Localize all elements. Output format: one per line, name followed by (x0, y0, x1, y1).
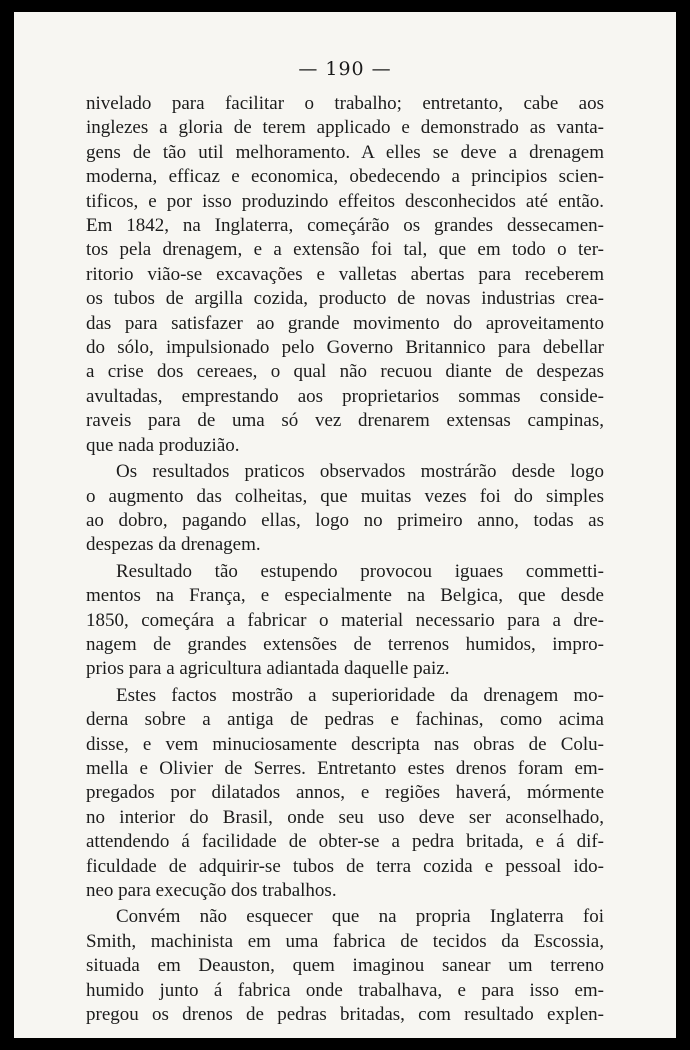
text-line: attendendo á facilidade de obter-se a pedra britada, e á dif- (86, 831, 604, 853)
text-line: no interior do Brasil, onde seu uso deve ser aconselhado, (86, 806, 604, 828)
text-line: gens de tão util melhoramento. A elles se deve a drenagem (86, 141, 604, 163)
text-line: derna sobre a antiga de pedras e fachinas, como acima (86, 709, 604, 731)
text-line: Convém não esquecer que na propria Inglaterra foi (116, 906, 604, 928)
paragraph-1 (86, 92, 604, 458)
text-line: ficuldade de adquirir-se tubos de terra cozida e pessoal ido- (86, 855, 604, 877)
text-line: tificos, e por isso produzindo effeitos desconhecidos até então. (86, 190, 604, 212)
text-line: a crise dos cereaes, o qual não recuou diante de despezas (86, 361, 604, 383)
page-number: — 190 — (298, 58, 392, 80)
body-text (86, 92, 604, 1027)
text-line: Em 1842, na Inglaterra, começárão os grandes dessecamen- (86, 215, 604, 237)
text-line: neo para execução dos trabalhos. (86, 880, 337, 901)
text-line: do sólo, impulsionado pelo Governo Britannico para debellar (86, 337, 604, 359)
text-line: raveis para de uma só vez drenarem extensas campinas, (86, 410, 604, 432)
text-line: os tubos de argilla cozida, producto de novas industrias crea- (86, 288, 604, 310)
document-page (14, 12, 676, 1038)
paragraph-2 (86, 460, 604, 558)
text-line: pregou os drenos de pedras britadas, com resultado explen- (86, 1004, 604, 1026)
text-line: moderna, efficaz e economica, obedecendo a principios scien- (86, 166, 604, 188)
text-line: prios para a agricultura adiantada daquelle paiz. (86, 658, 450, 680)
text-line: nagem de grandes extensões de terrenos humidos, impro- (86, 633, 604, 655)
text-line: das para satisfazer ao grande movimento do aproveitamento (86, 312, 604, 334)
text-line: disse, e vem minuciosamente descripta nas obras de Colu- (86, 733, 604, 755)
paragraph-4 (86, 684, 604, 904)
text-line: Smith, machinista em uma fabrica de tecidos da Escossia, (86, 930, 604, 952)
text-line: inglezes a gloria de terem applicado e demonstrado as vanta- (86, 117, 604, 139)
text-line: situada em Deauston, quem imaginou sanear um terreno (86, 955, 604, 977)
text-line: 1850, começára a fabricar o material necessario para a dre- (86, 609, 604, 631)
text-line: Resultado tão estupendo provocou iguaes commetti- (116, 560, 604, 582)
text-line: que nada produzião. (86, 434, 240, 456)
text-line: o augmento das colheitas, que muitas vezes foi do simples (86, 485, 604, 507)
paragraph-3 (86, 560, 604, 682)
text-line: nivelado para facilitar o trabalho; entretanto, cabe aos (86, 93, 604, 114)
text-line: mentos na França, e especialmente na Belgica, que desde (86, 585, 604, 607)
text-line: ao dobro, pagando ellas, logo no primeiro anno, todas as (86, 509, 604, 531)
text-line: pregados por dilatados annos, e regiões haverá, mórmente (86, 782, 604, 804)
text-line: tos pela drenagem, e a extensão foi tal, que em todo o ter- (86, 239, 604, 261)
paragraph-5 (86, 905, 604, 1027)
text-line: humido junto á fabrica onde trabalhava, e para isso em- (86, 979, 604, 1001)
text-line: mella e Olivier de Serres. Entretanto estes drenos foram em- (86, 757, 604, 779)
text-line: despezas da drenagem. (86, 534, 261, 556)
text-line: ritorio vião-se excavações e valletas abertas para receberem (86, 263, 604, 285)
text-line: avultadas, emprestando aos proprietarios sommas conside- (86, 385, 604, 407)
text-line: Estes factos mostrão a superioridade da drenagem mo- (116, 684, 604, 706)
text-line: Os resultados praticos observados mostrárão desde logo (116, 461, 604, 483)
